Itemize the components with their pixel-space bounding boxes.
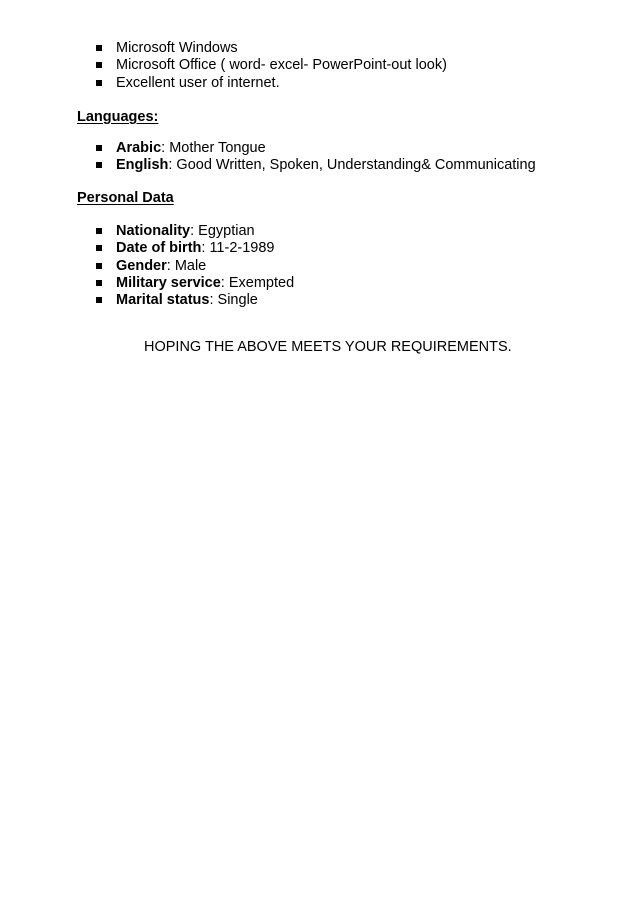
square-bullet-icon <box>96 245 102 251</box>
skill-text: Microsoft Windows <box>116 40 238 56</box>
personal-value: : Exempted <box>220 274 295 291</box>
personal-label: Marital status <box>116 292 210 309</box>
square-bullet-icon <box>96 80 102 86</box>
personal-label: Nationality <box>116 223 191 239</box>
list-item <box>94 157 536 174</box>
languages-list <box>94 140 536 175</box>
closing-statement: HOPING THE ABOVE MEETS YOUR REQUIREMENTS. <box>144 339 512 355</box>
square-bullet-icon <box>96 263 102 269</box>
languages-heading: Languages: <box>77 109 159 125</box>
personal-label: Military service <box>116 274 221 291</box>
list-item <box>94 223 294 240</box>
square-bullet-icon <box>96 62 102 68</box>
personal-value: : Egyptian <box>190 223 255 239</box>
square-bullet-icon <box>96 145 102 151</box>
square-bullet-icon <box>96 162 102 168</box>
list-item <box>94 240 294 257</box>
skill-text: Excellent user of internet. <box>116 74 280 91</box>
personal-data-list <box>94 223 294 309</box>
list-item <box>94 258 294 275</box>
list-item <box>94 275 294 292</box>
list-item <box>94 140 536 157</box>
personal-label: Gender <box>116 257 167 274</box>
square-bullet-icon <box>96 228 102 234</box>
language-value: : Mother Tongue <box>161 140 266 156</box>
personal-data-heading: Personal Data <box>77 190 174 206</box>
list-item <box>94 75 447 92</box>
personal-value: : 11-2-1989 <box>201 240 275 257</box>
list-item <box>94 292 294 309</box>
personal-value: : Single <box>209 292 258 309</box>
list-item <box>94 40 447 57</box>
square-bullet-icon <box>96 297 102 303</box>
skills-list <box>94 40 447 92</box>
list-item <box>94 57 447 74</box>
language-label: English <box>116 157 169 174</box>
square-bullet-icon <box>96 280 102 286</box>
skill-text: Microsoft Office ( word- excel- PowerPoint-out look) <box>116 57 447 74</box>
personal-value: : Male <box>166 257 207 274</box>
square-bullet-icon <box>96 45 102 51</box>
personal-label: Date of birth <box>116 240 202 257</box>
language-label: Arabic <box>116 140 162 156</box>
language-value: : Good Written, Spoken, Understanding& Communicating <box>168 157 536 174</box>
